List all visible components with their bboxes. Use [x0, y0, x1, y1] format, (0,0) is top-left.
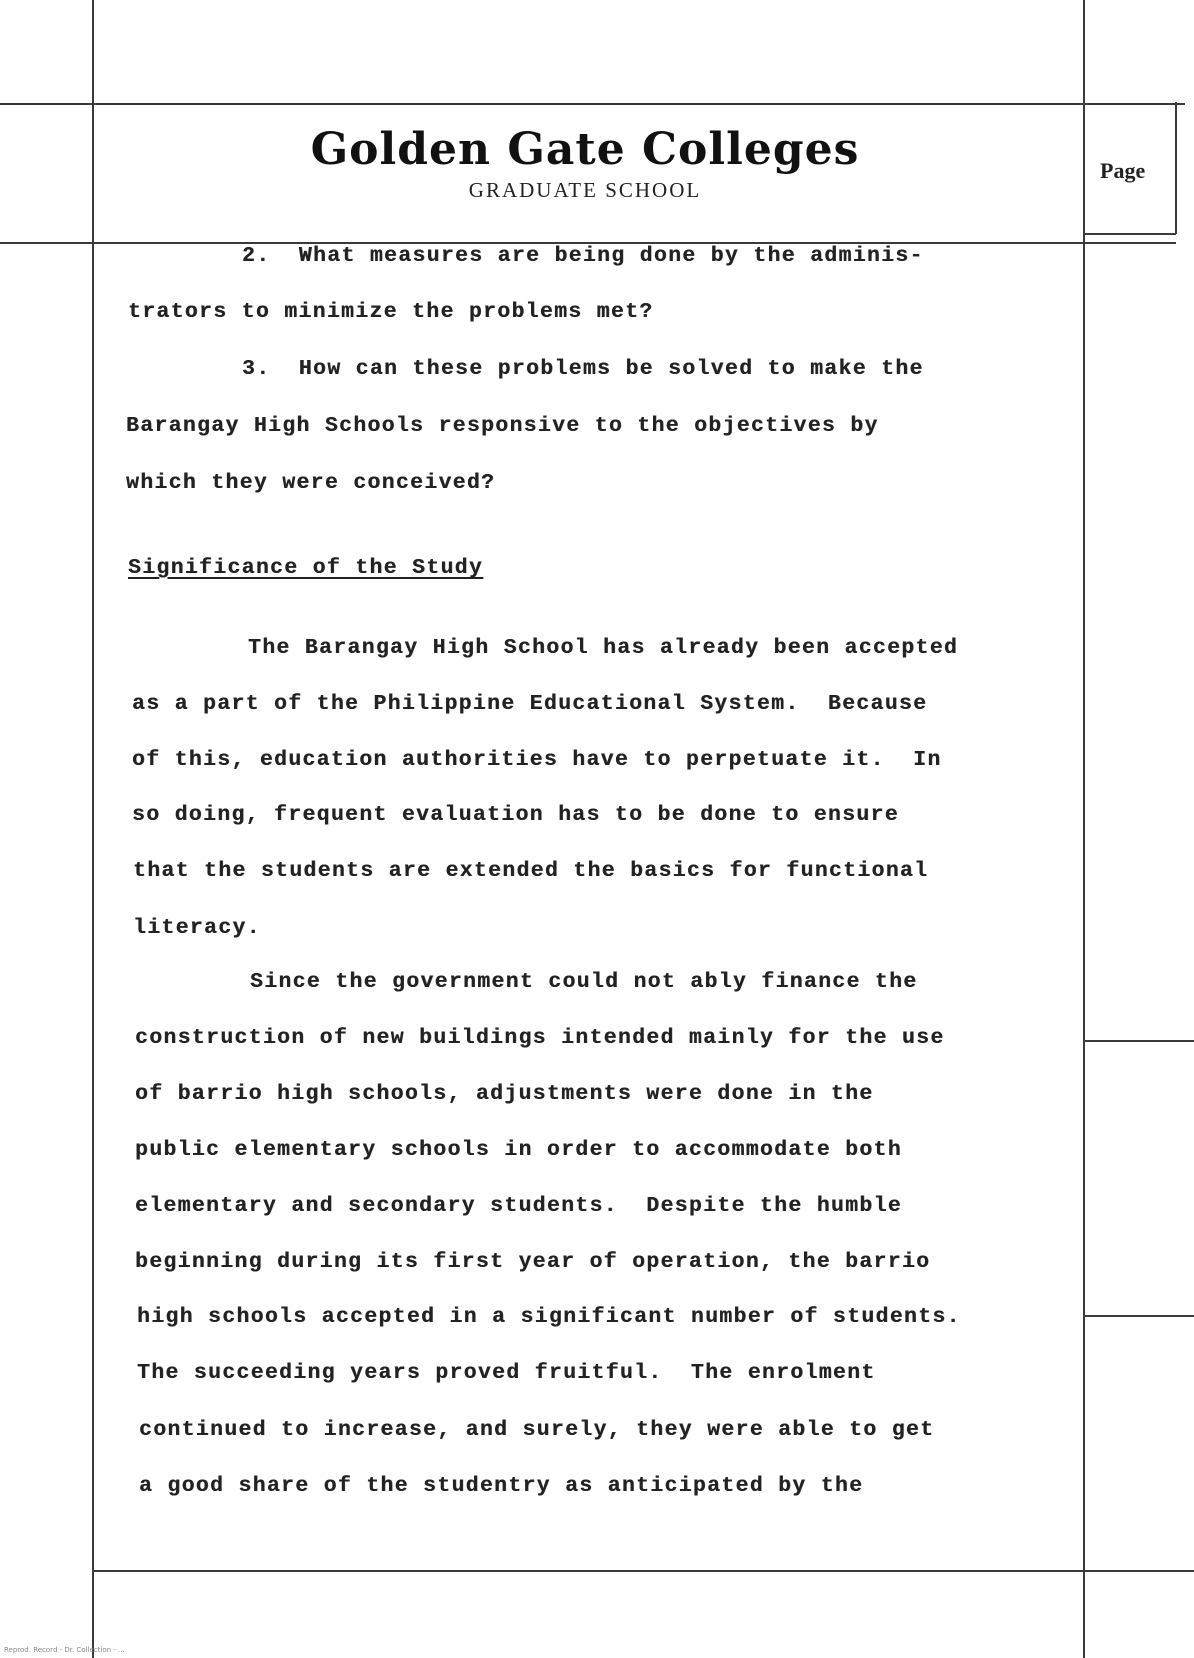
body-line: as a part of the Philippine Educational System. Because	[132, 692, 928, 716]
page-box-bottom-rule	[1083, 233, 1176, 235]
body-line: of this, education authorities have to perpetuate it. In	[132, 748, 942, 772]
body-line: construction of new buildings intended mainly for the use	[135, 1026, 945, 1050]
page-box-right-rule	[1175, 102, 1177, 234]
footer-rule	[92, 1570, 1194, 1572]
body-line: public elementary schools in order to accommodate both	[135, 1138, 902, 1162]
body-line: beginning during its first year of operation, the barrio	[135, 1250, 931, 1274]
scan-footer-note: Reprod. Record - Dr. Collection - ...	[4, 1646, 125, 1654]
page-label: Page	[1100, 158, 1146, 183]
letterhead	[0, 124, 1170, 202]
body-line: so doing, frequent evaluation has to be done to ensure	[132, 803, 899, 827]
body-line: Barangay High Schools responsive to the objectives by	[126, 414, 879, 438]
right-tab-rule-1	[1083, 1040, 1194, 1042]
header-top-rule	[0, 103, 1185, 105]
section-heading: Significance of the Study	[128, 556, 484, 580]
body-line: 3. How can these problems be solved to make the	[242, 357, 924, 381]
body-line: literacy.	[133, 916, 261, 940]
body-line: trators to minimize the problems met?	[128, 300, 654, 324]
body-line: Since the government could not ably finance the	[250, 970, 918, 994]
body-line: which they were conceived?	[126, 471, 496, 495]
body-line: of barrio high schools, adjustments were done in the	[135, 1082, 874, 1106]
right-tab-rule-2	[1083, 1315, 1194, 1317]
body-line: 2. What measures are being done by the adminis-	[242, 244, 924, 268]
body-line: that the students are extended the basics for functional	[133, 859, 929, 883]
body-line: a good share of the studentry as anticipated by the	[139, 1474, 864, 1498]
body-line: continued to increase, and surely, they were able to get	[139, 1418, 935, 1442]
school-name: GRADUATE SCHOOL	[468, 178, 702, 202]
body-line: The succeeding years proved fruitful. The enrolment	[137, 1361, 876, 1385]
body-line: high schools accepted in a significant number of students.	[137, 1305, 961, 1329]
body-line: elementary and secondary students. Despite the humble	[135, 1194, 902, 1218]
body-line: The Barangay High School has already been accepted	[248, 636, 959, 660]
left-margin-rule	[92, 0, 94, 1658]
college-name: Golden Gate Colleges	[310, 124, 860, 175]
right-margin-rule	[1083, 0, 1085, 1658]
